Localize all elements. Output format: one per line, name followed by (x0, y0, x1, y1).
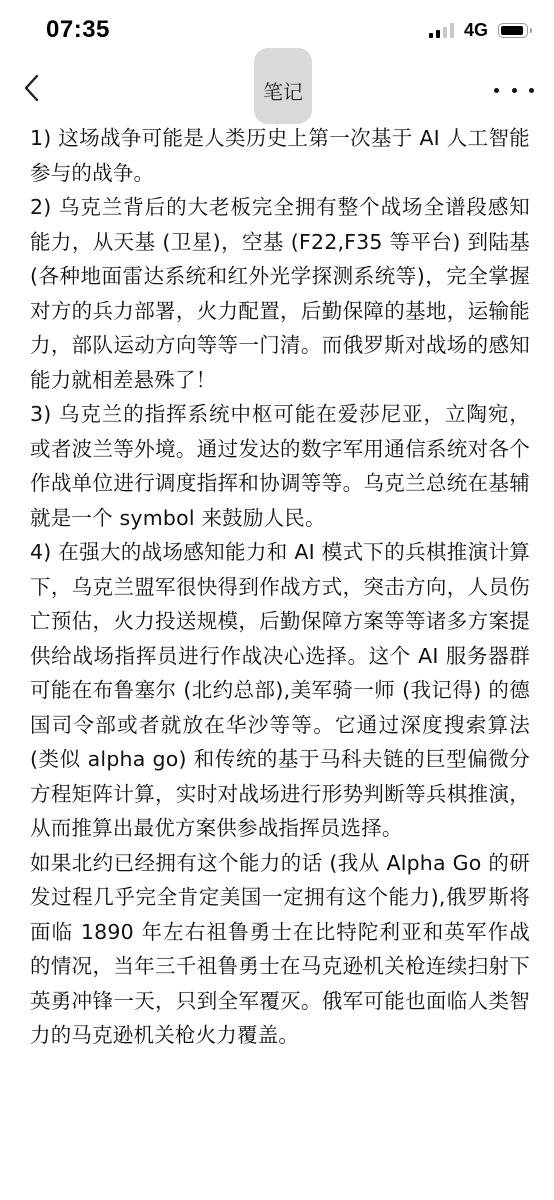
chevron-left-icon (22, 73, 42, 103)
note-paragraph-5: 如果北约已经拥有这个能力的话 (我从 Alpha Go 的研发过程几乎完全肯定美国一定拥有这个能力),俄罗斯将面临 1890 年左右祖鲁勇士在比特陀利亚和英军作战的情况，当年三千祖鲁勇士在马克逊机关枪连续扫射下英勇冲锋一天，只到全军覆灭。俄军可能也面临人类智力的马克逊机关枪火力覆盖。 (30, 850, 530, 1047)
status-indicators (429, 20, 528, 40)
more-dot (529, 88, 534, 93)
more-horizontal-icon (494, 88, 499, 93)
note-paragraph-4: 4) 在强大的战场感知能力和 AI 模式下的兵棋推演计算下，乌克兰盟军很快得到作战方式，突击方向，人员伤亡预估，火力投送规模，后勤保障方案等等诸多方案提供给战场指挥员进行作战决心选择。这个 AI 服务器群可能在布鲁塞尔 (北约总部),美军骑一师 (我记得) 的德国司令部或者就放在华沙等等。它通过深度搜索算法 (类似 alpha go) 和传统的基于马科夫链的巨型偏微分方程矩阵计算，实时对战场进行形势判断等兵棋推演，从而推算出最优方案供参战指挥员选择。 (30, 540, 530, 840)
more-button[interactable] (494, 80, 534, 100)
nav-bar (0, 44, 554, 130)
page-title: 笔记 (263, 80, 303, 104)
note-content (30, 121, 530, 1053)
note-paragraph-2: 2) 乌克兰背后的大老板完全拥有整个战场全谱段感知能力，从天基 (卫星)，空基 (F22,F35 等平台) 到陆基 (各种地面雷达系统和红外光学探测系统等)，完全掌握对方的兵力部署，火力配置，后勤保障的基地，运输能力，部队运动方向等等一门清。而俄罗斯对战场的感知能力就相差悬殊了！ (30, 195, 530, 392)
network-type: 4G (463, 19, 488, 40)
status-time: 07:35 (46, 16, 110, 43)
note-paragraph-3: 3) 乌克兰的指挥系统中枢可能在爱莎尼亚，立陶宛，或者波兰等外境。通过发达的数字军用通信系统对各个作战单位进行调度指挥和协调等等。乌克兰总统在基辅就是一个 symbol 来鼓励人民。 (30, 402, 530, 530)
title-area (240, 48, 326, 128)
note-paragraph-1: 1) 这场战争可能是人类历史上第一次基于 AI 人工智能参与的战争。 (30, 126, 530, 185)
battery-icon (498, 23, 528, 38)
back-button[interactable] (14, 66, 50, 110)
more-dot (512, 88, 517, 93)
signal-icon (429, 22, 454, 38)
